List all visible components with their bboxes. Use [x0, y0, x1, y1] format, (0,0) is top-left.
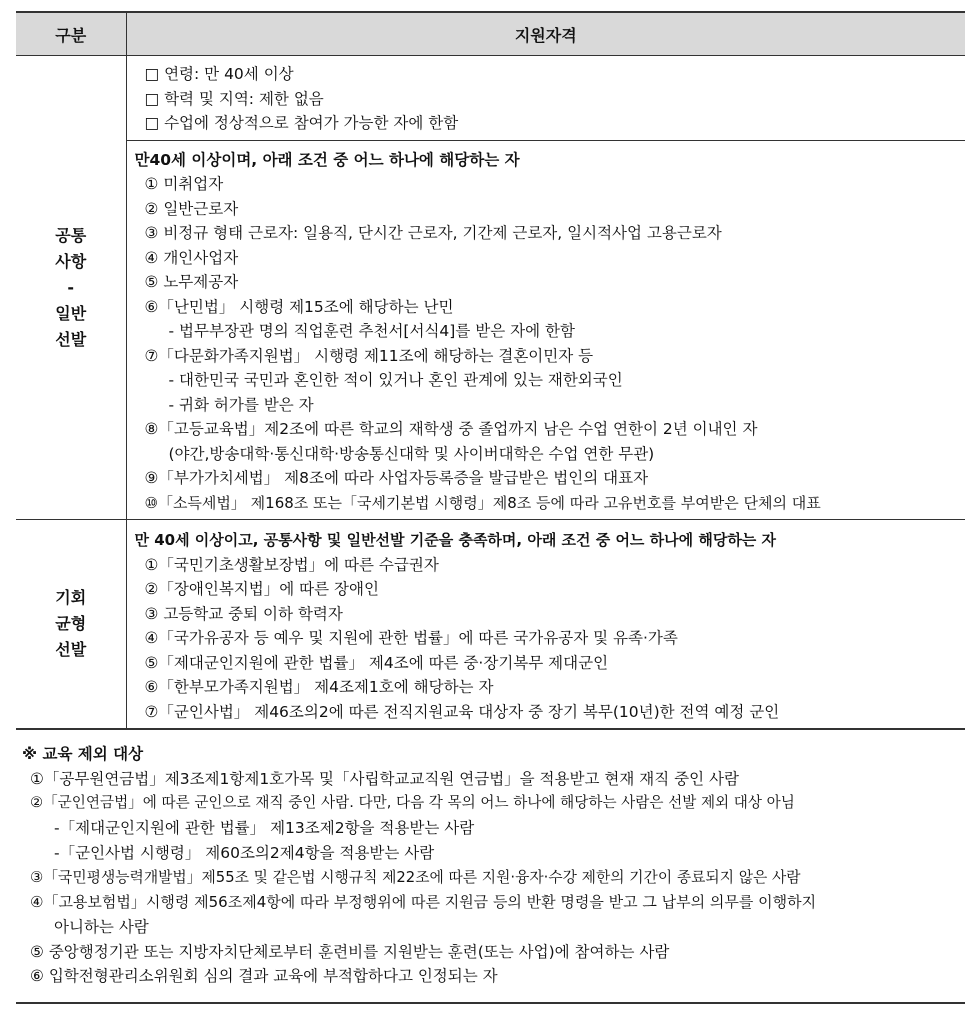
opportunity-selection-title: 만 40세 이상이고, 공통사항 및 일반선발 기준을 충족하며, 아래 조건 중 어느 하나에 해당하는 자: [134, 531, 777, 549]
list-subitem: - 법무부장관 명의 직업훈련 추천서[서식4]를 받은 자에 한함: [168, 322, 575, 340]
table-row: [16, 56, 965, 141]
note-item: ④「고용보험법」시행령 제56조제4항에 따라 부정행위에 따른 지원금 등의 반환 명령을 받고 그 납부의 의무를 이행하지: [30, 893, 817, 912]
list-item: ⑥「한부모가족지원법」 제4조제1호에 해당하는 자: [144, 678, 494, 696]
note-item: ①「공무원연금법」제3조제1항제1호가목 및「사립학교교직원 연금법」을 적용받고 현재 재직 중인 사람: [30, 769, 739, 788]
note-subitem: -「제대군인지원에 관한 법률」 제13조제2항을 적용받는 사람: [54, 819, 475, 838]
note-subitem: -「군인사법 시행령」 제60조의2제4항을 적용받는 사람: [54, 843, 435, 862]
list-item: ⑤ 노무제공자: [144, 273, 239, 291]
list-item: ①「국민기초생활보장법」에 따른 수급권자: [144, 555, 439, 574]
list-item: ⑥「난민법」 시행령 제15조에 해당하는 난민: [144, 297, 454, 316]
note-item: ⑤ 중앙행정기관 또는 지방자치단체로부터 훈련비를 지원받는 훈련(또는 사업)에 참여하는 사람: [30, 942, 670, 961]
category-line: 사항: [55, 251, 87, 271]
list-item: ⑦「군인사법」 제46조의2에 따른 전직지원교육 대상자 중 장기 복무(10년)한 전역 예정 군인: [144, 702, 780, 721]
list-subitem: - 귀화 허가를 받은 자: [168, 395, 314, 414]
list-subitem: - 대한민국 국민과 혼인한 적이 있거나 혼인 관계에 있는 재한외국인: [168, 371, 623, 389]
header-qualification: 지원자격: [126, 12, 965, 56]
category-line: 균형: [55, 614, 87, 633]
common-item: □ 연령: 만 40세 이상: [144, 65, 294, 83]
common-item: □ 학력 및 지역: 제한 없음: [144, 89, 324, 108]
category-line: 선발: [55, 329, 87, 349]
note-item: ③「국민평생능력개발법」제55조 및 같은법 시행규칙 제22조에 따른 지원·융자·수강 제한의 기간이 종료되지 않은 사람: [30, 868, 801, 886]
opportunity-selection-cell: [126, 520, 965, 730]
category-line: 선발: [55, 640, 87, 659]
general-selection-title: 만40세 이상이며, 아래 조건 중 어느 하나에 해당하는 자: [134, 150, 520, 169]
list-item: ④「국가유공자 등 예우 및 지원에 관한 법률」에 따른 국가유공자 및 유족·가족: [144, 629, 678, 647]
table-header-row: [16, 12, 965, 56]
list-item: ⑧「고등교육법」제2조에 따른 학교의 재학생 중 졸업까지 남은 수업 연한이 2년 이내인 자: [144, 420, 758, 438]
bottom-rule: [16, 1002, 965, 1004]
category-general: [16, 56, 126, 520]
category-line: -: [67, 277, 75, 297]
list-subitem: (야간,방송대학·통신대학·방송통신대학 및 사이버대학은 수업 연한 무관): [168, 444, 655, 463]
list-item: ③ 고등학교 중퇴 이하 학력자: [144, 604, 343, 623]
general-selection-cell: [126, 140, 965, 520]
header-category: 구분: [16, 12, 126, 56]
list-item: ③ 비정규 형태 근로자: 일용직, 단시간 근로자, 기간제 근로자, 일시적사업 고용근로자: [144, 224, 722, 242]
list-item: ④ 개인사업자: [144, 248, 239, 267]
list-item: ⑨「부가가치세법」 제8조에 따라 사업자등록증을 발급받은 법인의 대표자: [144, 469, 649, 487]
table-row: [16, 140, 965, 520]
list-item: ②「장애인복지법」에 따른 장애인: [144, 580, 379, 598]
list-item: ① 미취업자: [144, 175, 224, 193]
table-row: [16, 520, 965, 730]
common-item: □ 수업에 정상적으로 참여가 가능한 자에 한함: [144, 114, 459, 132]
exclusion-notes: [22, 742, 952, 989]
list-item: ② 일반근로자: [144, 199, 239, 218]
eligibility-table: [16, 11, 965, 730]
category-line: 공통: [55, 225, 87, 245]
note-continuation: 아니하는 사람: [54, 917, 149, 936]
category-opportunity: [16, 520, 126, 730]
category-line: 일반: [55, 303, 87, 323]
category-line: 기회: [55, 588, 87, 607]
common-requirements-cell: [126, 56, 965, 141]
list-item: ⑩「소득세법」 제168조 또는「국세기본법 시행령」제8조 등에 따라 고유번호를 부여받은 단체의 대표: [144, 493, 821, 512]
notes-title: ※ 교육 제외 대상: [22, 745, 144, 763]
note-item: ②「군인연금법」에 따른 군인으로 재직 중인 사람. 다만, 다음 각 목의 어느 하나에 해당하는 사람은 선발 제외 대상 아님: [30, 794, 795, 812]
list-item: ⑦「다문화가족지원법」 시행령 제11조에 해당하는 결혼이민자 등: [144, 346, 594, 365]
list-item: ⑤「제대군인지원에 관한 법률」 제4조에 따른 중·장기복무 제대군인: [144, 653, 609, 672]
note-item: ⑥ 입학전형관리소위원회 심의 결과 교육에 부적합하다고 인정되는 자: [30, 967, 498, 986]
